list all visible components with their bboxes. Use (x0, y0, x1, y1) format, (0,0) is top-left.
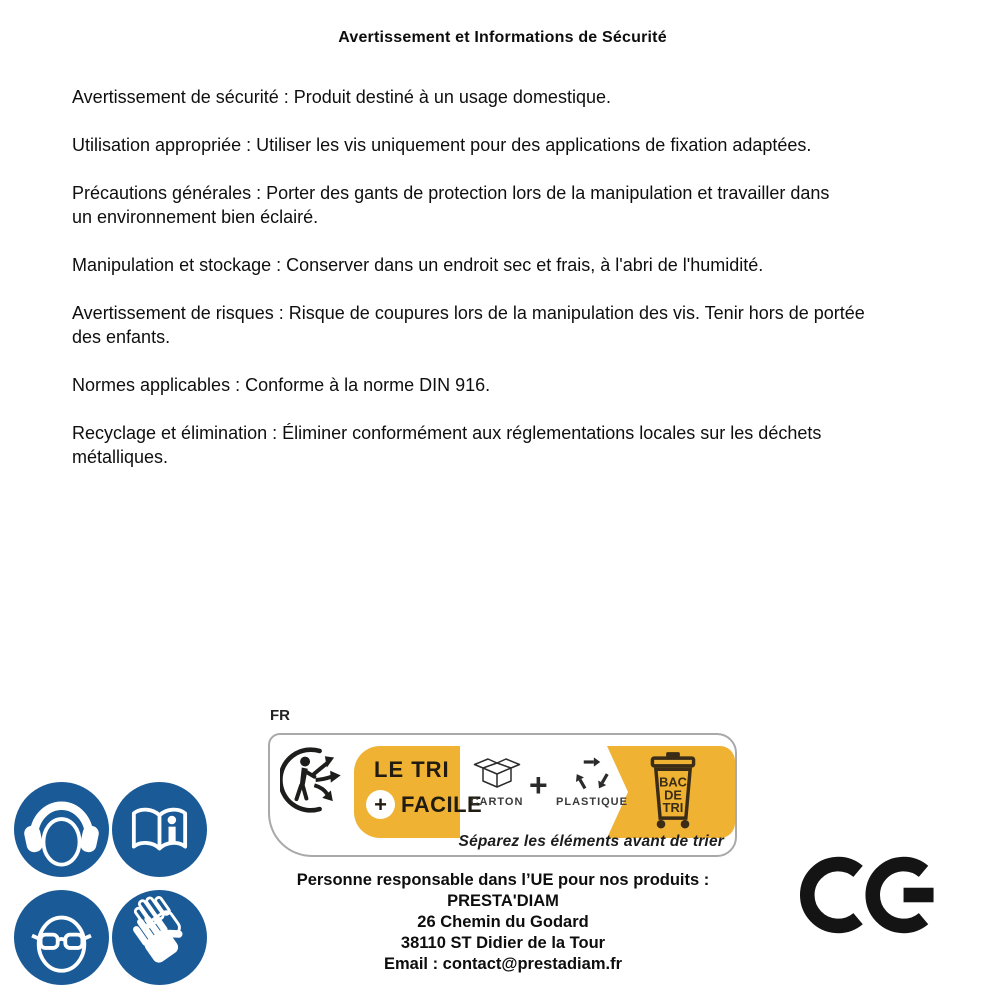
recycling-triangle-icon (567, 751, 617, 795)
svg-text:TRI: TRI (662, 800, 684, 816)
triman-icon (280, 747, 346, 813)
wear-ear-protection-icon (14, 782, 109, 877)
svg-text:DE: DE (664, 787, 682, 803)
paragraph-applicable-standards: Normes applicables : Conforme à la norme DIN 916. (72, 375, 491, 395)
paragraph-handling-storage: Manipulation et stockage : Conserver dans un endroit sec et frais, à l'abri de l'humidité. (72, 255, 764, 275)
safety-paragraphs (72, 85, 987, 493)
info-tri-label (268, 733, 737, 857)
mandatory-safety-pictograms (14, 782, 208, 985)
material-plastique: PLASTIQUE (556, 751, 628, 808)
read-instruction-manual-icon (112, 782, 207, 877)
country-code-label: FR (270, 707, 290, 724)
company-name: PRESTA'DIAM (447, 892, 559, 910)
svg-text:BAC: BAC (659, 774, 687, 790)
address-city: 38110 ST Didier de la Tour (400, 934, 606, 952)
materials-plus-sign: + (529, 767, 548, 803)
contact-email: Email : contact@prestadiam.fr (384, 955, 622, 973)
ce-mark-icon (796, 845, 942, 945)
wear-protective-gloves-icon (112, 890, 207, 985)
cardboard-box-icon (471, 751, 523, 795)
eu-responsible-block (253, 870, 753, 975)
paragraph-recycling-disposal: Recyclage et élimination : Éliminer conformément aux réglementations locales sur les déchets métalliques. (72, 423, 822, 467)
responsible-intro: Personne responsable dans l’UE pour nos produits : (296, 871, 710, 889)
wear-eye-protection-icon (14, 890, 109, 985)
banner-headline-top: LE TRI (374, 757, 450, 782)
plus-circle-icon: + (366, 790, 395, 819)
paragraph-safety-warning: Avertissement de sécurité : Produit destiné à un usage domestique. (72, 87, 611, 107)
address-street: 26 Chemin du Godard (417, 913, 589, 931)
banner-headline-bottom: + FACILE (366, 790, 482, 819)
paragraph-appropriate-use: Utilisation appropriée : Utiliser les vis uniquement pour des applications de fixation adaptées. (72, 135, 812, 155)
le-tri-facile-banner (354, 746, 735, 838)
page-title: Avertissement et Informations de Sécurité (338, 29, 667, 46)
sorting-tagline: Séparez les éléments avant de trier (458, 833, 724, 850)
sorting-bin-icon (643, 749, 703, 835)
paragraph-general-precautions: Précautions générales : Porter des gants de protection lors de la manipulation et travailler dans un environnement bien éclairé. (72, 183, 830, 227)
material-carton: CARTON (464, 751, 530, 808)
paragraph-risk-warning: Avertissement de risques : Risque de coupures lors de la manipulation des vis. Tenir hors de portée des enfants. (72, 303, 865, 347)
